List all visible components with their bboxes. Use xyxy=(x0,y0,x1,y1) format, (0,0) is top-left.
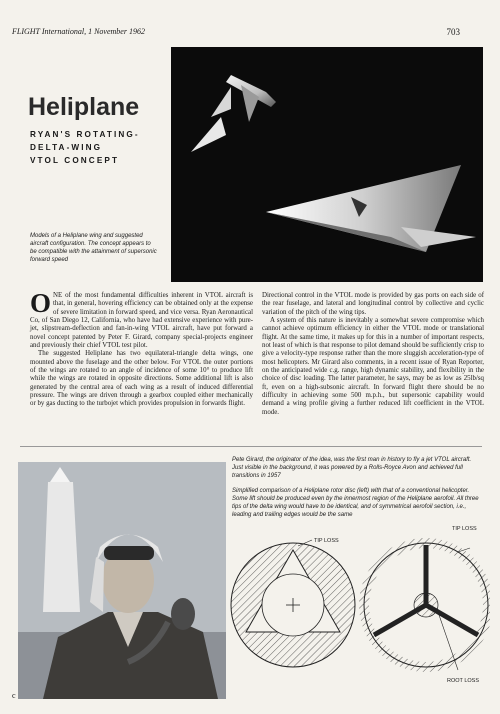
drop-cap: O xyxy=(30,288,52,318)
subtitle-line-1: RYAN'S ROTATING- xyxy=(30,130,140,139)
tip-loss-label-right: TIP LOSS xyxy=(452,526,477,532)
paragraph-1: ONE of the most fundamental difficulties inherent in VTOL aircraft is that, in general, hovering efficiency can be obtained only at the expense of severe limitation in forward speed, and vice versa. Ryan Aeronautical Co, of San Diego 12, California, who have had extensive experience with pure-jet, slipstream-deflection and fan-in-wing VTOL aircraft, have put forward a novel concept patented by Peter F. Girard, company special-projects engineer and previously their chief VTOL test pilot. xyxy=(30,288,253,350)
portrait-caption: Pete Girard, the originator of the idea, was the first man in history to fly a jet VTOL aircraft. Just visible in the background, it was powered by a Rolls-Royce Avon and achieved full transitions in 1957 xyxy=(232,457,472,479)
tip-loss-label-left: TIP LOSS xyxy=(314,538,339,544)
heliplane-models-photo xyxy=(171,47,483,282)
diagram-caption: Simplified comparison of a Heliplane rotor disc (left) with that of a conventional helicopter. Some lift should be produced even by the innermost region of the Heliplane aerofoil. All three tips of the delta wing would have to be identical, and of symmetrical aerofoil section, i.e., leading and trailing edges would be the same xyxy=(232,488,479,518)
paragraph-3: Directional control in the VTOL mode is provided by gas ports on each side of the rear fuselage, and lateral and longitudinal control by collective and cyclic variation of the pitch of the wing tips. xyxy=(262,292,484,316)
article-title: Heliplane xyxy=(28,93,140,121)
delta-wing-model xyxy=(266,165,476,252)
section-divider xyxy=(20,446,482,447)
models-caption: Models of a Heliplane wing and suggested aircraft configuration. The concept appears to be compatible with the attainment of supersonic forward speed xyxy=(30,233,157,263)
page-number: 703 xyxy=(446,27,460,37)
subtitle-line-2: DELTA-WING xyxy=(30,143,103,152)
paragraph-2: The suggested Heliplane has two equilateral-triangle delta wings, one mounted above the fuselage and the other below. For VTOL the outer portions of the wings are rotated to an angle of incidence of some 10° to produce lift while the wings are rotated in opposite directions. Some additional lift is also generated by the central area of each wing as a result of induced differential pressure. The wings are driven through a gearbox coupled either mechanically or by gas ducting to the turbojet which provides propulsion in forwards flight. xyxy=(30,350,253,408)
heliplane-rotor-disc xyxy=(231,540,355,667)
aircraft-model xyxy=(191,75,276,152)
right-column xyxy=(262,292,484,417)
pilot-portrait-photo xyxy=(18,462,226,699)
models-illustration xyxy=(171,47,483,282)
root-loss-label: ROOT LOSS xyxy=(447,678,479,684)
pilot-illustration xyxy=(18,462,226,699)
rotor-disc-diagrams xyxy=(228,520,490,710)
running-header: FLIGHT International, 1 November 1962 xyxy=(12,27,145,36)
footer-mark: c xyxy=(12,691,16,700)
helicopter-rotor-disc xyxy=(364,543,488,670)
left-column xyxy=(30,288,253,409)
subtitle-line-3: VTOL CONCEPT xyxy=(30,156,120,165)
paragraph-4: A system of this nature is inevitably a somewhat severe compromise which cannot achieve optimum efficiency in either the VTOL mode or translational flight. At the same time, it makes up for this in a number of important respects, not least of which is that response to pilot demand should be sufficiently crisp to give a velocity-type response rather than the more sluggish acceleration-type of most helicopters. Mr Girard also comments, in a recent issue of Ryan Reporter, on the anticipated wide c.g. range, high dynamic stability, and flexibility in the choice of disc loading. The latter parameter, he says, may be as low as 25lb/sq ft, even on a high-subsonic aircraft. In forward flight there should be no difficulty in achieving some 500 m.p.h., but supersonic capability would demand a wing profile giving a further reduced lift coefficient in the VTOL mode. xyxy=(262,317,484,416)
